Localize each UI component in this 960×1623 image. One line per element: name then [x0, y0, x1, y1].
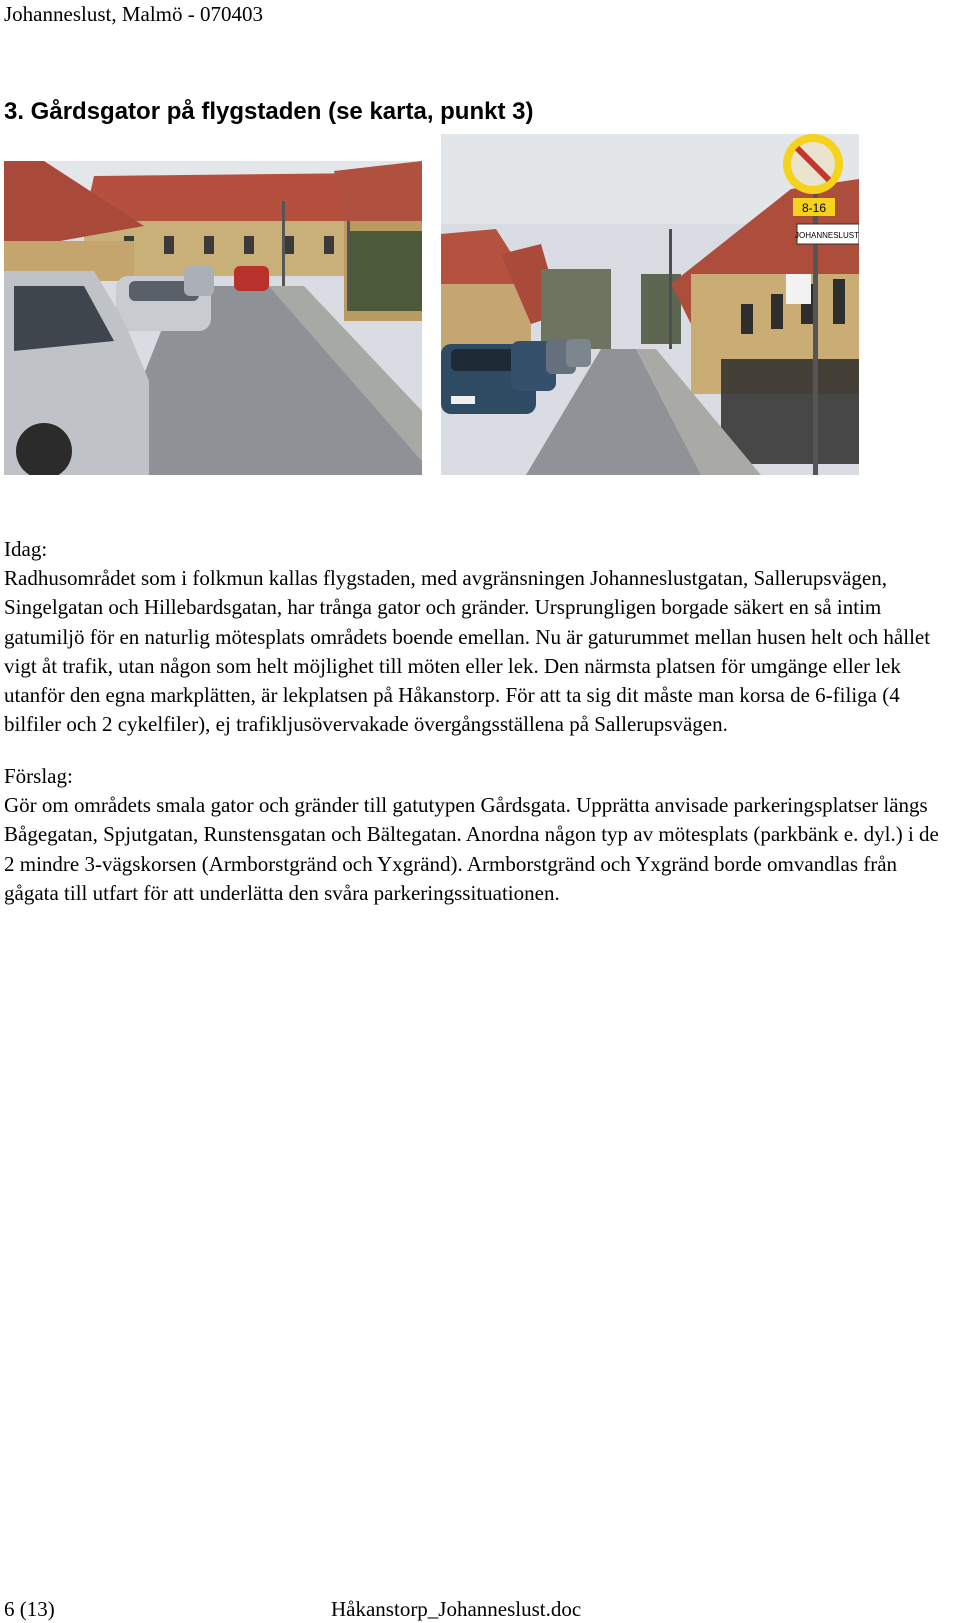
footer-filename: Håkanstorp_Johanneslust.doc: [331, 1597, 582, 1621]
sign-number-text: 8-16: [801, 201, 827, 215]
street-photo-right: [441, 134, 859, 475]
forslag-section: [4, 762, 954, 908]
forslag-label: Förslag:: [4, 764, 73, 788]
footer-page-number: 6 (13): [4, 1597, 55, 1621]
idag-label: Idag:: [4, 537, 48, 561]
street-photo-left: [4, 161, 422, 475]
idag-section: [4, 535, 954, 739]
street-sign-text: JOHANNESLUST: [794, 231, 859, 240]
section-heading: 3. Gårdsgator på flygstaden (se karta, punkt 3): [4, 98, 534, 125]
idag-paragraph: Radhusområdet som i folkmun kallas flygstaden, med avgränsningen Johanneslustgatan, Sallerupsvägen, Singelgatan och Hillebardsgatan, har trånga gator och gränder. Ursprungligen borgade säkert en så intim gatumiljö för en naturlig mötesplats områdets boende emellan. Nu är gaturummet mellan husen helt och hållet vigt åt trafik, utan någon som helt möjlighet till möten eller lek. Den närmsta platsen för umgänge eller lek utanför den egna markplätten, är lekplatsen på Håkanstorp. För att ta sig dit måste man korsa de 6-filiga (4 bilfiler och 2 cykelfiler), ej trafikljusövervakade övergångsställena på Sallerupsvägen.: [4, 566, 931, 737]
forslag-paragraph: Gör om områdets smala gator och gränder till gatutypen Gårdsgata. Upprätta anvisade parkeringsplatser längs Bågegatan, Spjutgatan, Runstensgatan och Bältegatan. Anordna någon typ av mötesplats (parkbänk e. dyl.) i de 2 mindre 3-vägskorsen (Armborstgränd och Yxgränd). Armborstgränd och Yxgränd borde omvandlas från gågata till utfart för att underlätta den svåra parkeringssituationen.: [4, 793, 939, 905]
page-header-title: Johanneslust, Malmö - 070403: [4, 2, 263, 26]
